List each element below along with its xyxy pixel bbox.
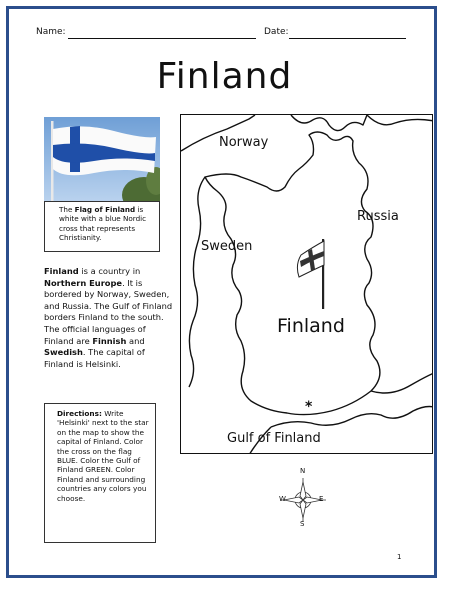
info-bold-swedish: Swedish	[44, 347, 83, 358]
capital-star: *	[305, 399, 313, 415]
page-number: 1	[397, 553, 402, 561]
compass-rose	[266, 467, 340, 528]
info-text-4: . The capital of Finland is Helsinki.	[44, 347, 145, 369]
compass-w: W	[279, 495, 286, 503]
map-label-russia: Russia	[357, 209, 399, 224]
worksheet-header	[36, 27, 416, 41]
info-bold-finland: Finland	[44, 266, 79, 276]
compass-n: N	[300, 467, 306, 475]
directions-text: Write 'Helsinki' next to the star on the map to show the capital of Finland. Color the cross on the flag BLUE. Color the Gulf of Finland GREEN. Color Finland and surrounding countries any colors you choose.	[57, 409, 149, 503]
date-line	[289, 38, 406, 39]
compass-s: S	[300, 520, 305, 528]
finland-map	[180, 114, 433, 454]
map-label-gulf-of-finland: Gulf of Finland	[227, 431, 321, 446]
caption-text-rest: is white with a blue Nordic cross that represents Christianity.	[59, 205, 147, 242]
map-label-finland: Finland	[277, 315, 345, 337]
info-paragraph	[44, 266, 174, 370]
info-text-1: is a country in	[78, 266, 141, 276]
directions-heading: Directions:	[57, 409, 102, 418]
finland-flag-photo	[44, 117, 160, 201]
map-label-sweden: Sweden	[201, 239, 253, 254]
date-label: Date:	[264, 27, 289, 37]
map-flag-icon	[297, 239, 324, 309]
info-bold-finnish: Finnish	[92, 335, 127, 346]
caption-text: The	[59, 205, 75, 214]
map-label-norway: Norway	[219, 135, 269, 150]
info-text-2: . It is bordered by Norway, Sweden, and Russia. The Gulf of Finland borders Finland to the south. The official languages of Finland are	[44, 277, 173, 346]
page-title: Finland	[156, 56, 293, 97]
compass-e: E	[319, 495, 324, 503]
caption-bold-flag: Flag of Finland	[74, 205, 136, 214]
name-label: Name:	[36, 27, 66, 37]
directions-box	[44, 403, 156, 543]
name-line	[68, 38, 256, 39]
info-text-3: and	[126, 335, 145, 346]
info-bold-northern-europe: Northern Europe	[44, 277, 123, 288]
flag-caption	[44, 201, 160, 252]
